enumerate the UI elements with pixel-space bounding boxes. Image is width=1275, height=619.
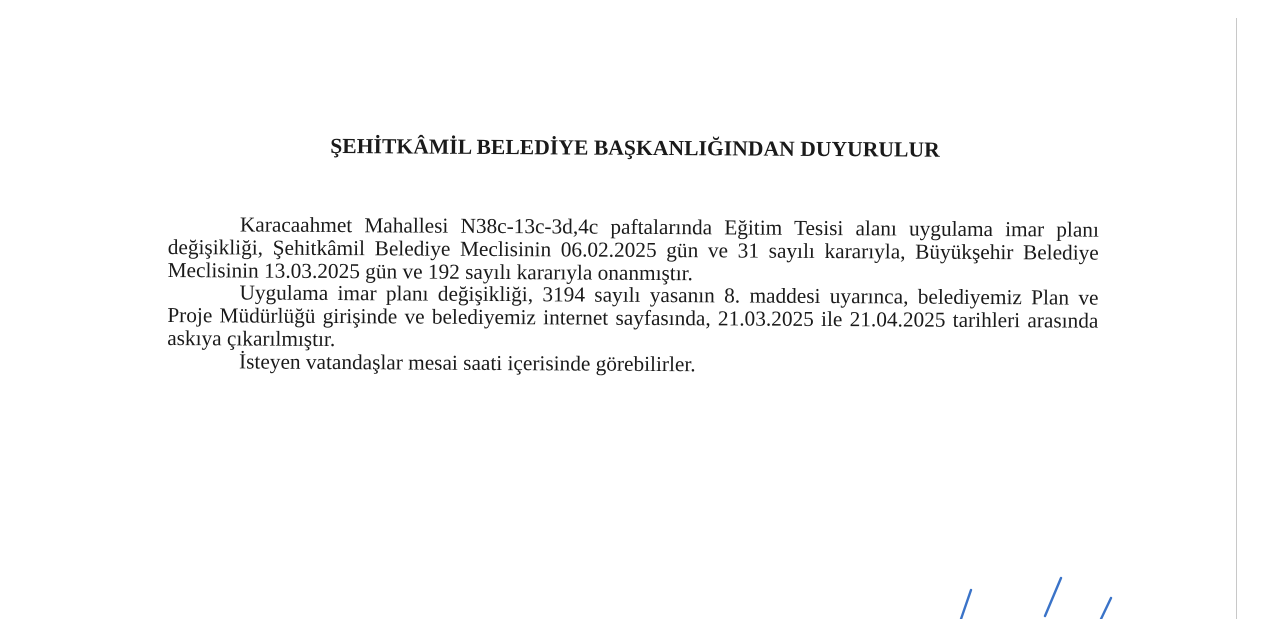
- paragraph-public-display: Uygulama imar planı değişikliği, 3194 sayılı yasanın 8. maddesi uyarınca, belediyemiz Plan ve Proje Müdürlüğü girişinde ve belediyemiz internet sayfasında, 21.03.2025 ile 21.04.2025 tarihleri arasında askıya çıkarılmıştır.: [167, 280, 1099, 352]
- announcement-title: ŞEHİTKÂMİL BELEDİYE BAŞKANLIĞINDAN DUYURULUR: [330, 133, 940, 162]
- signature-stroke: [961, 590, 971, 619]
- page-edge-line: [1236, 18, 1237, 619]
- paragraph-citizen-notice: İsteyen vatandaşlar mesai saati içerisinde görebilirler.: [239, 349, 696, 377]
- signature-stroke: [1101, 598, 1111, 619]
- announcement-body: [167, 213, 1099, 378]
- paragraph-plan-approval: Karacaahmet Mahallesi N38c-13c-3d,4c paftalarında Eğitim Tesisi alanı uygulama imar planı değişikliği, Şehitkâmil Belediye Meclisinin 06.02.2025 gün ve 31 sayılı kararıyla, Büyükşehir Belediye Meclisinin 13.03.2025 gün ve 192 sayılı kararıyla onanmıştır.: [167, 212, 1099, 285]
- handwritten-signature: [940, 570, 1140, 619]
- signature-stroke: [1045, 578, 1061, 616]
